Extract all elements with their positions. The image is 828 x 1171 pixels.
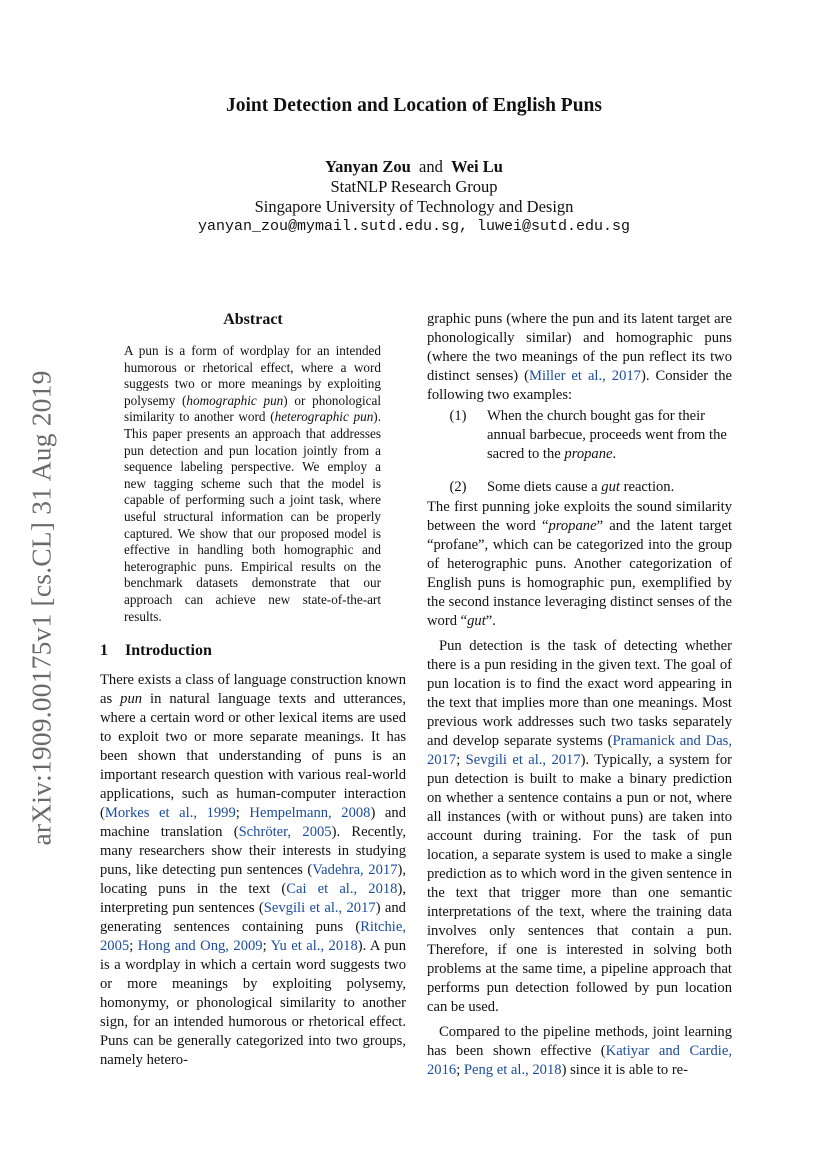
text-span: ). Recently, many researchers show their interests in studying puns, like detecting pun sentences (	[100, 824, 406, 879]
text-span: ), interpreting pun sentences (	[100, 881, 406, 917]
citation-link[interactable]: Vadehra, 2017	[312, 862, 398, 879]
text-span: ” and the latent target “profane”, which can be categorized into the group of heterographic puns. Another categorization of English puns is homographic pun, exemplified by the second instance leveraging distinct senses of the word “	[427, 518, 733, 629]
text-span: ) and machine translation (	[100, 805, 406, 841]
text-span: ;	[235, 805, 250, 822]
text-span: ;	[456, 752, 466, 768]
citation-link[interactable]: Peng et al., 2018	[463, 1062, 562, 1078]
citation-link[interactable]: Yu et al., 2018	[270, 938, 358, 955]
abstract-span: A pun is a form of wordplay for an intended humorous or rhetorical effect, where a word suggests two or more meanings by exploiting polysemy (	[124, 343, 381, 408]
intro-paragraph-2	[427, 498, 732, 631]
section-title: Introduction	[125, 642, 212, 660]
italic-term: propane	[564, 446, 613, 462]
right-column	[427, 310, 732, 1080]
example-text	[487, 407, 732, 464]
text-span: ) and generating sentences containing puns (	[100, 900, 406, 936]
author-2: Wei Lu	[451, 157, 503, 176]
text-span: .	[612, 446, 617, 462]
citation-link[interactable]: Hempelmann, 2008	[249, 805, 371, 822]
text-span: ). Typically, a system for pun detection is built to make a binary prediction on whether a sentence contains a pun or not, where all instances (with or without puns) are taken into account during training. For the task of pun location, a separate system is used to make a single prediction as to which word in the given sentence in the text that trigger more than one semantic interpretations of the text, where the training data involves only sentences that contain a pun. Therefore, if one is interested in solving both problems at the same time, a pipeline approach that performs pun detection followed by pun location can be used.	[427, 752, 732, 1015]
example-2	[427, 478, 732, 497]
abstract-span: ). This paper presents an approach that addresses pun detection and pun location jointly from a sequence labeling perspective. We employ a new tagging scheme such that the model is capable of performing such a joint task, where useful structural information can be properly captured. We show that our proposed model is effective in handling both homographic and heterographic puns. Empirical results on the benchmark datasets demonstrate that our approach can achieve new state-of-the-art results.	[124, 409, 381, 624]
text-span: ”.	[485, 613, 496, 629]
text-span: ), locating puns in the text (	[100, 862, 407, 898]
text-span: ). Consider the following two examples:	[427, 368, 732, 403]
italic-term: gut	[601, 479, 620, 495]
left-column	[100, 310, 406, 1070]
intro-paragraph-1-continued	[427, 310, 732, 405]
text-span: Pun detection is the task of detecting whether there is a pun residing in the given text. The goal of pun location is to find the exact word appearing in the text that implies more than one meanings. Most previous work addresses such two tasks separately and develop separate systems (	[427, 638, 732, 749]
text-span: ;	[262, 938, 271, 955]
text-span: reaction.	[619, 479, 675, 495]
intro-paragraph-1	[100, 671, 406, 1070]
citation-link[interactable]: Schröter, 2005	[238, 824, 332, 841]
example-text	[487, 478, 732, 497]
text-span: ). A pun is a wordplay in which a certain word suggests two or more meanings by exploiting polysemy, homonymy, or phonological similarity to another sign, for an intended humorous or rhetorical effect. Puns can be generally categorized into two groups, namely hetero-	[100, 938, 407, 1069]
author-block	[0, 157, 828, 237]
example-number: (2)	[449, 479, 467, 495]
citation-link[interactable]: Sevgili et al., 2017	[263, 900, 376, 917]
text-span: There exists a class of language construction known as	[100, 672, 406, 708]
text-span: Some diets cause a	[487, 479, 602, 495]
text-span: ) since it is able to re-	[561, 1062, 689, 1078]
citation-link[interactable]: Ritchie, 2005	[100, 919, 406, 955]
abstract-span: ) or phonological similarity to another word (	[124, 392, 381, 425]
paper-title: Joint Detection and Location of English Puns	[226, 95, 602, 116]
example-1	[427, 407, 732, 464]
section-number: 1	[100, 642, 108, 660]
text-span: When the church bought gas for their annual barbecue, proceeds went from the sacred to the	[487, 408, 727, 462]
citation-link[interactable]: Sevgili et al., 2017	[465, 752, 581, 768]
citation-link[interactable]: Miller et al., 2017	[528, 368, 641, 384]
affiliation-group: StatNLP Research Group	[330, 177, 498, 196]
text-span: in natural language texts and utterances, where a certain word or other lexical items are used to exploit two or more separate meanings. It has been shown that understanding of puns is an important research question with various real-world applications, such as human-computer interaction (	[100, 691, 406, 822]
abstract-italic: homographic pun	[186, 392, 284, 408]
author-1: Yanyan Zou	[325, 157, 411, 176]
italic-term: gut	[467, 613, 486, 629]
text-span: ;	[129, 938, 138, 955]
author-names	[0, 157, 828, 177]
text-span: The first punning joke exploits the sound similarity between the word “	[427, 499, 732, 534]
example-number: (1)	[449, 408, 467, 424]
arxiv-identifier	[22, 360, 62, 855]
citation-link[interactable]: Hong and Ong, 2009	[137, 938, 263, 955]
author-conjunction: and	[419, 157, 443, 176]
author-emails: yanyan_zou@mymail.sutd.edu.sg, luwei@sutd.edu.sg	[197, 218, 631, 235]
citation-link[interactable]: Cai et al., 2018	[286, 881, 398, 898]
citation-link[interactable]: Katiyar and Cardie, 2016	[427, 1043, 732, 1078]
section-heading-introduction	[100, 641, 406, 661]
text-span: graphic puns (where the pun and its latent target are phonologically similar) and homographic puns (where the two meanings of the pun reflect its two distinct senses) (	[427, 311, 732, 384]
abstract-heading: Abstract	[223, 311, 283, 328]
text-span: ;	[456, 1062, 464, 1078]
arxiv-id-text: arXiv:1909.00175v1 [cs.CL] 31 Aug 2019	[26, 369, 57, 846]
abstract-italic: heterographic pun	[274, 409, 374, 425]
affiliation-university: Singapore University of Technology and Design	[254, 197, 574, 216]
text-span: Compared to the pipeline methods, joint learning has been shown effective (	[427, 1024, 732, 1059]
citation-link[interactable]: Pramanick and Das, 2017	[427, 733, 732, 768]
citation-link[interactable]: Morkes et al., 1999	[104, 805, 236, 822]
intro-paragraph-4	[427, 1023, 732, 1080]
italic-term: propane	[548, 518, 597, 534]
italic-term: pun	[120, 691, 143, 708]
intro-paragraph-3	[427, 637, 732, 1017]
abstract-text	[124, 343, 381, 625]
